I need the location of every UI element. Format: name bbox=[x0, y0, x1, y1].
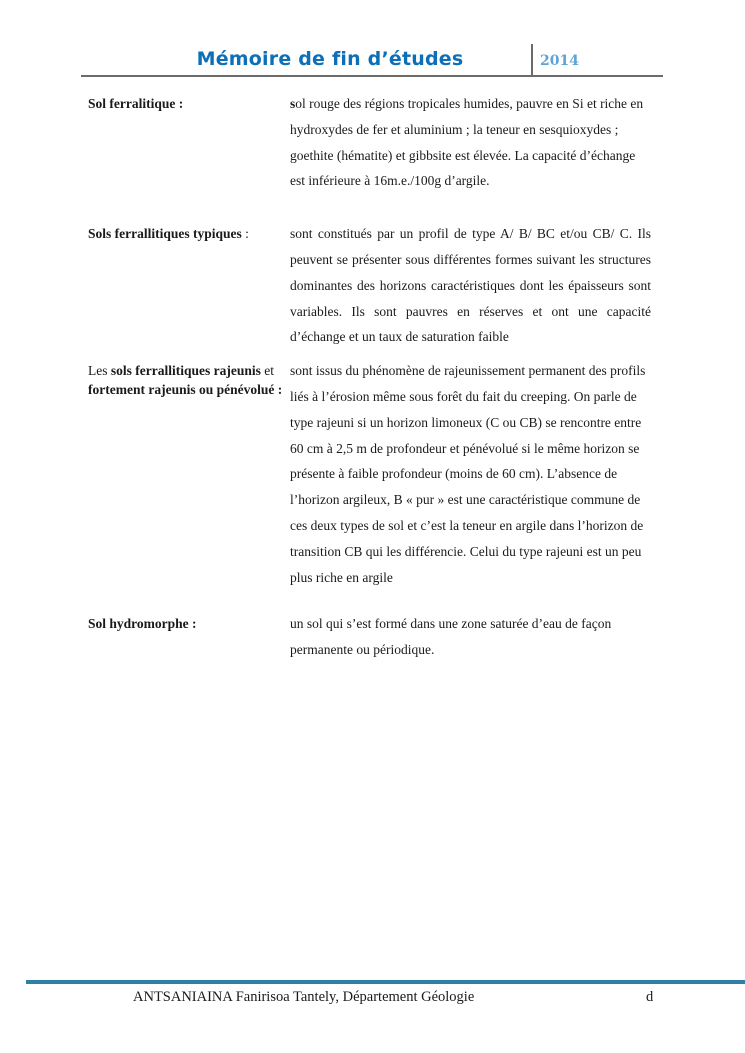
footer-author: ANTSANIAINA Fanirisoa Tantely, Département Géologie bbox=[133, 989, 475, 1005]
term-suffix: : bbox=[241, 226, 249, 242]
header-rule bbox=[81, 75, 663, 77]
glossary-term bbox=[88, 361, 290, 590]
document-title: Mémoire de fin d’études bbox=[196, 48, 464, 70]
glossary-entry bbox=[88, 224, 651, 350]
glossary-term bbox=[88, 614, 290, 663]
term-prefix: Les bbox=[88, 363, 111, 379]
definition-initial: s bbox=[290, 96, 296, 111]
term-text: sols ferrallitiques rajeunis bbox=[110, 363, 261, 379]
glossary-definition: un sol qui s’est formé dans une zone saturée d’eau de façon permanente ou périodique. bbox=[290, 616, 612, 658]
glossary-entry bbox=[88, 94, 651, 194]
footer-rule bbox=[26, 980, 745, 984]
definition-text: ol rouge des régions tropicales humides, pauvre en Si et riche en hydroxydes de fer et aluminium ; la teneur en sesquioxydes ; goethite (hématite) et gibbsite est élevée. La capacité d’échange est inférieure à 16m.e./100g d’argile. bbox=[290, 96, 644, 189]
glossary-term bbox=[88, 94, 290, 194]
glossary-definition bbox=[290, 91, 651, 194]
glossary-term bbox=[88, 224, 290, 350]
page-number: d bbox=[646, 989, 654, 1005]
glossary bbox=[88, 94, 651, 663]
glossary-entry bbox=[88, 614, 651, 663]
glossary-entry bbox=[88, 361, 651, 590]
term-text: fortement rajeunis ou pénévolué : bbox=[88, 382, 283, 398]
term-text: Sol ferralitique : bbox=[88, 96, 184, 111]
term-text: Sols ferrallitiques typiques bbox=[88, 226, 242, 242]
glossary-definition: sont issus du phénomène de rajeunissement permanent des profils liés à l’érosion même sous forêt du fait du creeping. On parle de type rajeuni si un horizon limoneux (C ou CB) se rencontre entre 60 cm à 2,5 m de profondeur et pénévolué si le même horizon se présente à faible profondeur (moins de 60 cm). L’absence de l’horizon argileux, B « pur » est une caractéristique commune de ces deux types de sol et c’est la teneur en argile dans l’horizon de transition CB qui les différencie. Celui du type rajeuni est un peu plus riche en argile bbox=[290, 363, 646, 585]
document-year: 2014 bbox=[540, 53, 579, 69]
header-divider bbox=[531, 44, 533, 76]
term-text: Sol hydromorphe : bbox=[88, 616, 197, 632]
term-middle: et bbox=[260, 363, 274, 379]
glossary-definition: sont constitués par un profil de type A/ B/ BC et/ou CB/ C. Ils peuvent se présenter sous différentes formes suivant les structures dominantes des horizons caractéristiques dont les épaisseurs sont variables. Ils sont pauvres en réserves et ont une capacité d’échange et un taux de saturation faible bbox=[290, 226, 651, 345]
